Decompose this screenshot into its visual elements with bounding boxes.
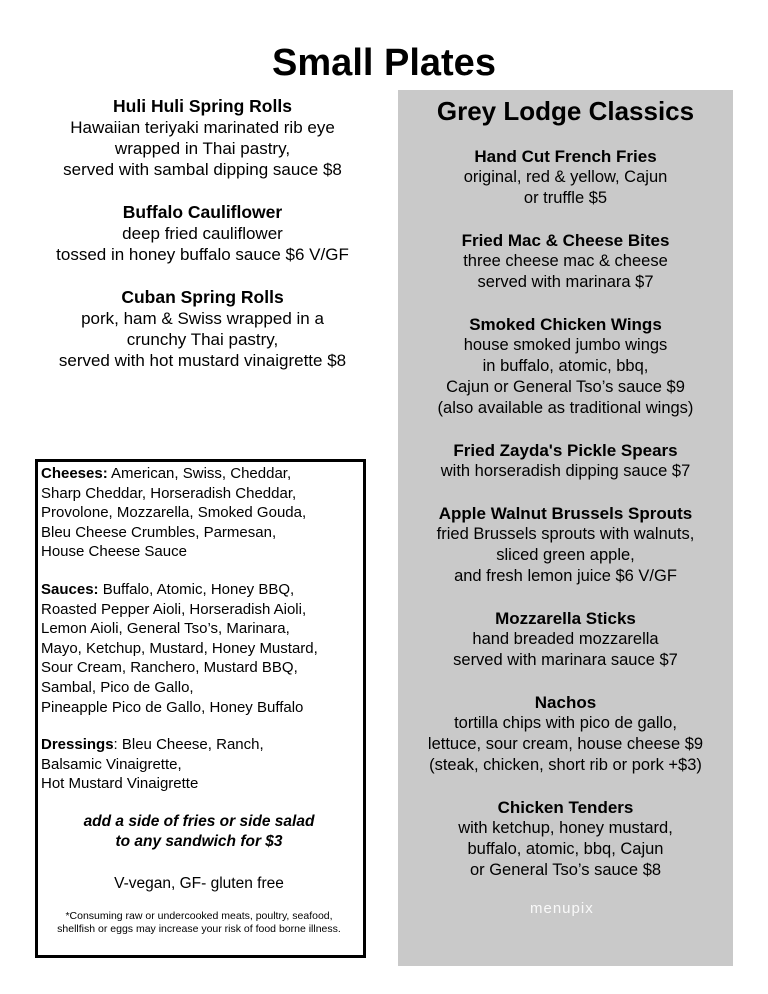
options-text: Buffalo, Atomic, Honey BBQ, [98,580,295,598]
food-disclaimer [41,910,357,936]
dressings-group [41,735,363,794]
options-line: Roasted Pepper Aioli, Horseradish Aioli, [41,600,307,618]
menu-item-description: lettuce, sour cream, house cheese $9 [427,735,704,753]
options-text: : Bleu Cheese, Ranch, [113,736,264,754]
page-title: Small Plates [272,42,496,84]
menu-item-name: Fried Mac & Cheese Bites [461,231,670,250]
menu-item-name: Huli Huli Spring Rolls [113,96,292,116]
menu-item [398,146,733,209]
menu-item-name: Nachos [534,693,597,712]
menu-item-description: tossed in honey buffalo sauce $6 V/GF [56,245,349,264]
menu-item-description: pork, ham & Swiss wrapped in a [81,309,324,328]
menu-item-name: Chicken Tenders [497,798,634,817]
options-line: Lemon Aioli, General Tso’s, Marinara, [41,620,290,638]
menu-item [20,96,385,180]
options-line: Sour Cream, Ranchero, Mustard BBQ, [41,659,298,677]
options-text: American, Swiss, Cheddar, [107,465,292,482]
menu-item-name: Buffalo Cauliflower [122,202,283,222]
menu-item [398,503,733,587]
menu-item-description: buffalo, atomic, bbq, Cajun [467,840,664,858]
menu-item-description: with horseradish dipping sauce $7 [440,462,691,480]
classics-panel [398,90,733,966]
dressings-label: Dressings [41,736,114,754]
options-line: Provolone, Mozzarella, Smoked Gouda, [41,504,307,522]
diet-legend: V-vegan, GF- gluten free [114,874,284,892]
small-plates-list [20,96,385,393]
classics-title: Grey Lodge Classics [436,96,695,126]
menu-item-description: Hawaiian teriyaki marinated rib eye [70,118,335,137]
menu-item-description: tortilla chips with pico de gallo, [454,714,677,732]
disclaimer-line: shellfish or eggs may increase your risk of food borne illness. [57,922,341,935]
menu-item [20,202,385,265]
menu-item [398,692,733,776]
cheeses-group [41,464,363,562]
menu-item-description: or General Tso’s sauce $8 [469,861,662,879]
menu-item-description: with ketchup, honey mustard, [458,819,673,837]
menu-item-description: fried Brussels sprouts with walnuts, [436,525,695,543]
menu-item-description: sliced green apple, [496,546,635,564]
menu-item-name: Apple Walnut Brussels Sprouts [438,504,693,523]
menu-item-description: served with marinara sauce $7 [453,651,678,669]
options-line: House Cheese Sauce [41,543,187,561]
menu-item-description: served with marinara $7 [477,273,654,291]
menu-item-description: or truffle $5 [523,189,608,207]
menu-item-description: in buffalo, atomic, bbq, [482,357,649,375]
menu-item-description: deep fried cauliflower [122,224,283,243]
menu-item-description: three cheese mac & cheese [463,252,668,270]
menu-item-name: Mozzarella Sticks [495,609,636,628]
promo-line: to any sandwich for $3 [115,832,283,850]
menu-item [398,230,733,293]
menu-item-description: house smoked jumbo wings [463,336,668,354]
menu-item-description: crunchy Thai pastry, [126,330,279,349]
menu-item-description: served with sambal dipping sauce $8 [63,160,342,179]
menu-item-description: hand breaded mozzarella [472,630,659,648]
menu-item [398,797,733,881]
sauces-label: Sauces: [41,580,99,598]
promo-line: add a side of fries or side salad [83,812,315,830]
menu-item-description: wrapped in Thai pastry, [114,139,291,158]
sauces-group [41,580,363,717]
menu-item-name: Smoked Chicken Wings [469,315,662,334]
options-line: Bleu Cheese Crumbles, Parmesan, [41,523,277,541]
menu-item-name: Fried Zayda's Pickle Spears [453,441,678,460]
options-line [41,580,363,600]
menu-item-description: and fresh lemon juice $6 V/GF [454,567,677,585]
options-box [35,459,366,958]
menu-item-description: (steak, chicken, short rib or pork +$3) [429,756,702,774]
options-line [41,735,363,755]
options-line [41,464,363,484]
menu-item-name: Cuban Spring Rolls [121,287,284,307]
options-line: Mayo, Ketchup, Mustard, Honey Mustard, [41,639,318,657]
side-promo [41,812,357,852]
options-line: Hot Mustard Vinaigrette [41,775,199,793]
menu-item [398,314,733,419]
options-line: Balsamic Vinaigrette, [41,755,182,773]
menu-item [20,287,385,371]
disclaimer-line: *Consuming raw or undercooked meats, poultry, seafood, [65,909,333,922]
cheeses-label: Cheeses: [41,465,108,482]
menu-item-description: (also available as traditional wings) [437,399,694,417]
options-line: Sharp Cheddar, Horseradish Cheddar, [41,484,297,502]
menu-item [398,608,733,671]
menu-item-name: Hand Cut French Fries [474,147,657,166]
options-line: Sambal, Pico de Gallo, [41,678,194,696]
menu-item-description: Cajun or General Tso’s sauce $9 [446,378,685,396]
menu-item [398,440,733,482]
options-line: Pineapple Pico de Gallo, Honey Buffalo [41,698,304,716]
menu-item-description: served with hot mustard vinaigrette $8 [58,351,347,370]
watermark-text: menupix [530,900,594,917]
menu-item-description: original, red & yellow, Cajun [463,168,668,186]
